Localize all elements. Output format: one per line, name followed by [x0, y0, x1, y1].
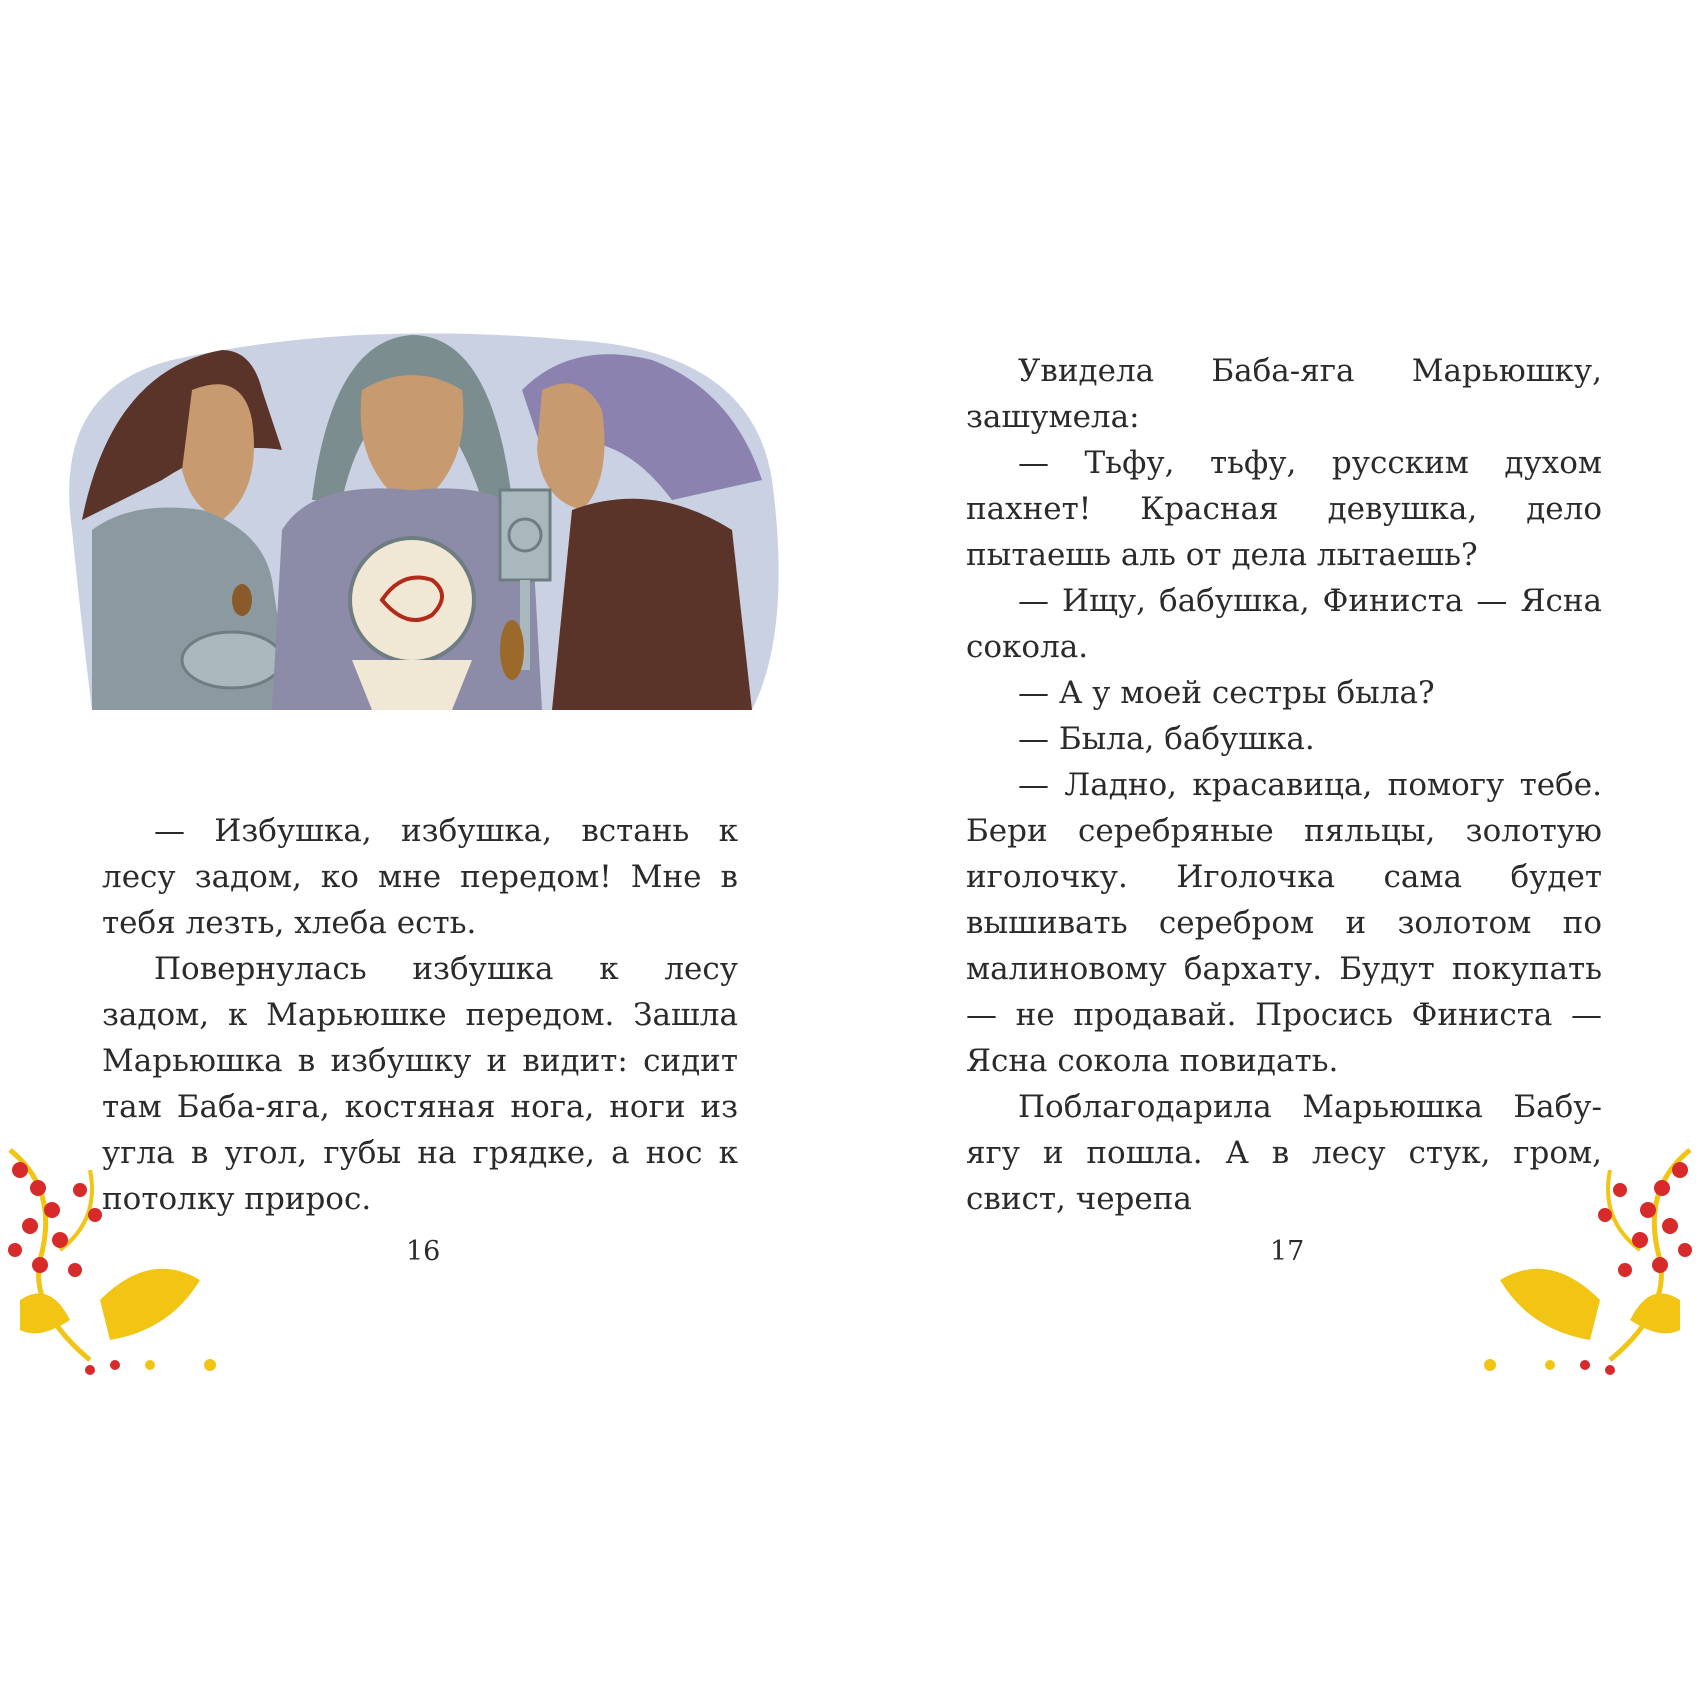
paragraph: — А у моей сестры была? [1018, 675, 1435, 711]
paragraph: — Ладно, красавица, помогу тебе. Бери серебряные пяльцы, золотую иголочку. Иголочка сама будет вышивать серебром и золотом по малиновому бархату. Будут покупать — не продавай. Просись Финиста — Ясна сокола повидать. [966, 767, 1602, 1079]
paragraph: Увидела Баба-яга Марьюшку, зашумела: [966, 353, 1602, 435]
khokhloma-ornament-icon [0, 1130, 230, 1380]
paragraph: — Ищу, бабушка, Финиста — Ясна сокола. [966, 583, 1602, 665]
khokhloma-ornament-icon [1470, 1130, 1700, 1380]
three-old-women-illustration [52, 330, 792, 750]
paragraph: — Избушка, избушка, встань к лесу задом, ко мне передом! Мне в тебя лезть, хлеба есть. [102, 813, 738, 941]
page-number-right: 17 [1270, 1236, 1305, 1267]
page-number-left: 16 [406, 1236, 441, 1267]
paragraph: — Была, бабушка. [1018, 721, 1315, 757]
paragraph: — Тьфу, тьфу, русским духом пахнет! Красная девушка, дело пытаешь аль от дела лытаешь? [966, 445, 1602, 573]
paragraph: Повернулась избушка к лесу задом, к Марьюшке передом. Зашла Марьюшка в избушку и видит: сидит там Баба-яга, костяная нога, ноги из угла в угол, губы на грядке, а нос к потолку прирос. [102, 951, 738, 1217]
right-page-text [966, 348, 1602, 1222]
paragraph: Поблагодарила Марьюшка Бабу-ягу и пошла. А в лесу стук, гром, свист, черепа [966, 1089, 1602, 1217]
